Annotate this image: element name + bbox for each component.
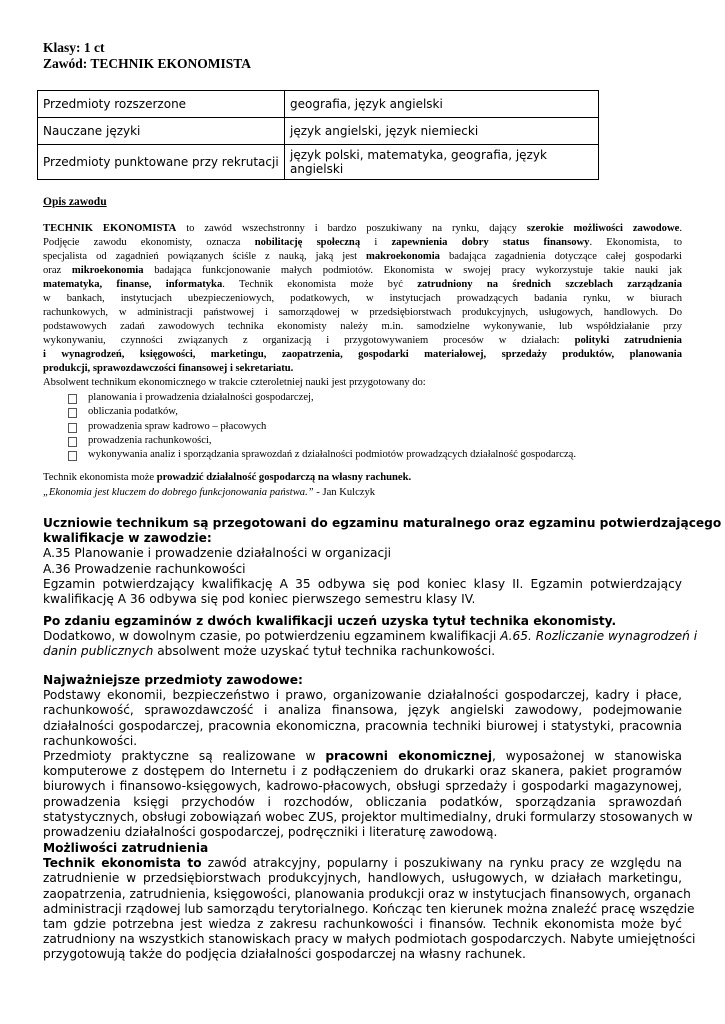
class-line: Klasy: 1 ct — [43, 40, 105, 55]
text-line: przygotowują także do podjęcia działalności gospodarczej na własny rachunek. — [43, 947, 526, 962]
text-line — [43, 644, 682, 659]
text-line — [43, 236, 682, 250]
text-span: Przedmioty praktyczne są realizowane w — [43, 749, 326, 764]
text-line: kwalifikację A 36 odbywa się pod koniec pierwszego semestru klasy IV. — [43, 592, 476, 607]
text-line — [43, 250, 682, 264]
text-span: absolwent może uzyskać tytuł technika rachunkowości. — [153, 644, 496, 659]
text-bold: prowadzić działalność gospodarczą na własny rachunek. — [156, 472, 412, 483]
text-span: . Ekonomista, to — [589, 237, 682, 248]
text-line: prowadzenia księgi przychodów i rozchodów, obliczania podatków, sporządzania sprawozdań — [43, 794, 682, 809]
text-span: , wyposażonej w stanowiska — [492, 749, 682, 764]
text-line: komputerowe z dostępem do Internetu i z podłączeniem do drukarki oraz skanera, pakiet programów — [43, 764, 682, 779]
quote-line — [43, 486, 375, 500]
table-cell-label: Nauczane języki — [38, 118, 285, 145]
description-heading: Opis zawodu — [43, 196, 107, 208]
subjects-heading: Najważniejsze przedmioty zawodowe: — [43, 673, 303, 687]
qualification-item: A.36 Prowadzenie rachunkowości — [43, 561, 246, 576]
text-bold: matematyka, finanse, informatyka — [43, 279, 223, 290]
quote-author: - Jan Kulczyk — [313, 487, 376, 498]
text-span: Podjęcie zawodu ekonomisty, oznacza — [43, 237, 255, 248]
text-italic: A.65. Rozliczanie wynagrodzeń i — [500, 629, 698, 644]
title-heading: Po zdaniu egzaminów z dwóch kwalifikacji uczeń uzyska tytuł technika ekonomisty. — [43, 614, 617, 628]
skills-list — [68, 391, 576, 462]
text-span: . Technik ekonomista może być — [222, 279, 418, 290]
text-line: produkcji, sprawozdawczości finansowej i sekretariatu. — [43, 363, 294, 374]
text-span: zawód atrakcyjny, popularny i poszukiwany na rynku pracy ze względu na — [201, 856, 683, 871]
document-header — [43, 40, 251, 72]
list-item-text: obliczania podatków, — [88, 406, 178, 418]
text-line — [43, 856, 682, 871]
list-item-text: prowadzenia rachunkowości, — [88, 434, 212, 446]
text-span: . — [679, 223, 682, 234]
exams-heading: Uczniowie technikum są przegotowani do egzaminu maturalnego oraz egzaminu potwierdzającego — [43, 516, 722, 530]
list-item-text: prowadzenia spraw kadrowo – płacowych — [88, 420, 267, 432]
text-line: rachunkowość, sprawozdawczość i analiza finansowa, język angielski zawodowy, podejmowanie — [43, 703, 682, 718]
table-row — [38, 91, 599, 118]
checkbox-icon — [68, 437, 77, 447]
exams-section — [43, 516, 722, 607]
text-line: administracji rządowej lub samorządu terytorialnego. Kończąc ten kierunek można znaleźć pracę wszędzie — [43, 901, 695, 916]
own-business-line — [43, 471, 411, 485]
text-bold: szerokie możliwości zawodowe — [526, 223, 680, 234]
text-span: Technik ekonomista może — [43, 472, 157, 483]
description-paragraph — [43, 222, 682, 390]
text-line: zatrudnienie w przedsiębiorstwach produkcyjnych, handlowych, usługowych, w działach marketingu, — [43, 871, 682, 886]
text-bold: polityki zatrudnienia — [574, 335, 682, 346]
text-line: podstawowych zadań zawodowych technika ekonomisty należy m.in. samodzielne wykonywanie, lub współdziałanie przy — [43, 321, 682, 332]
text-line: Absolwent technikum ekonomicznego w trakcie czteroletniej nauki jest przygotowany do: — [43, 377, 426, 388]
list-item — [68, 448, 576, 462]
list-item — [68, 434, 576, 448]
qualification-item: A.35 Planowanie i prowadzenie działalności w organizacji — [43, 546, 391, 561]
text-span: specjalista od zagadnień powiązanych ściśle z nauką, jaką jest — [43, 251, 367, 262]
text-line: rachunkowości. — [43, 733, 138, 748]
list-item-text: planowania i prowadzenia działalności gospodarczej, — [88, 392, 314, 403]
checkbox-icon — [68, 394, 77, 404]
text-line — [43, 278, 682, 292]
title-section — [43, 614, 698, 660]
table-cell-label: Przedmioty rozszerzone — [38, 91, 285, 118]
table-row — [38, 145, 599, 180]
quote-text: „Ekonomia jest kluczem do dobrego funkcjonowania państwa.” — [43, 487, 314, 498]
text-bold: makroekonomia — [366, 251, 440, 262]
table-cell-value: język angielski, język niemiecki — [285, 118, 599, 145]
text-bold: pracowni ekonomicznej — [325, 749, 493, 764]
text-line: prowadzeniu działalności gospodarczej, podręczniki i literaturę zawodową. — [43, 825, 498, 840]
employment-section — [43, 841, 696, 963]
text-span: oraz — [43, 265, 72, 276]
text-italic: danin publicznych — [43, 644, 154, 659]
table-cell-label: Przedmioty punktowane przy rekrutacji — [38, 145, 285, 180]
profession-name: TECHNIK EKONOMISTA — [43, 223, 177, 234]
subjects-section — [43, 673, 693, 840]
profession-line: Zawód: TECHNIK EKONOMISTA — [43, 56, 252, 71]
employment-heading: Możliwości zatrudnienia — [43, 841, 209, 855]
text-line: Podstawy ekonomii, bezpieczeństwo i prawo, organizowanie działalności gospodarczej, kadry i płace, — [43, 688, 682, 703]
table-row — [38, 118, 599, 145]
text-line: w bankach, instytucjach ubezpieczeniowych, podatkowych, w instytucjach prowadzących badania rynku, w biurach — [43, 293, 682, 304]
text-bold: nobilitację społeczną — [254, 237, 361, 248]
list-item — [68, 391, 576, 405]
text-line — [43, 629, 698, 644]
text-line — [43, 334, 682, 348]
text-bold: mikroekonomia — [71, 265, 144, 276]
text-line: tam gdzie potrzebna jest wiedza z zakresu rachunkowości i finansów. Technik ekonomista może być — [43, 917, 682, 932]
info-table — [37, 90, 599, 180]
table-cell-value: język polski, matematyka, geografia, język angielski — [285, 145, 599, 180]
text-line: zatrudniony na wszystkich stanowiskach pracy w małych podmiotach gospodarczych. Nabyte umiejętności — [43, 932, 696, 947]
checkbox-icon — [68, 408, 77, 418]
text-span: Dodatkowo, w dowolnym czasie, po potwierdzeniu egzaminem kwalifikacji — [43, 629, 501, 644]
text-span: badająca funkcjonowanie małych podmiotów. Ekonomista w swojej pracy wykorzystuje takie nauki jak — [143, 265, 682, 276]
text-line: Egzamin potwierdzający kwalifikację A 35 odbywa się pod koniec klasy II. Egzamin potwierdzający — [43, 576, 682, 591]
exams-heading-cont: kwalifikacje w zawodzie: — [43, 531, 212, 546]
text-line: statystycznych, obsługi zobowiązań wobec ZUS, projektor multimedialny, druki formularzy stosowanych w — [43, 809, 693, 824]
text-line: biurowych i finansowo-księgowych, kadrowo-płacowych, obsługi sprzedaży i gospodarki magazynowej, — [43, 779, 682, 794]
text-bold: Technik ekonomista to — [43, 856, 202, 871]
text-span: to zawód wszechstronny i bardzo poszukiwany na rynku, dający — [176, 223, 527, 234]
text-bold: zapewnienia dobry status finansowy — [391, 237, 590, 248]
text-bold: zatrudniony na średnich szczeblach zarządzania — [417, 279, 683, 290]
text-line: i wynagrodzeń, księgowości, marketingu, zaopatrzenia, gospodarki materiałowej, sprzedaży produktów, planowania — [43, 349, 682, 360]
table-cell-value: geografia, język angielski — [285, 91, 599, 118]
text-line: zaopatrzenia, zatrudnienia, księgowości, planowania produkcji oraz w instytucjach finansowych, organach — [43, 886, 691, 901]
text-line — [43, 264, 682, 278]
text-line — [43, 222, 682, 236]
text-line — [43, 749, 682, 764]
list-item — [68, 405, 576, 419]
text-span: badająca zagadnienia dotyczące całej gospodarki — [439, 251, 682, 262]
text-span: wykonywaniu, czynności związanych z organizacją i przygotowywaniem procesów w działach: — [43, 335, 575, 346]
list-item — [68, 420, 576, 434]
list-item-text: wykonywania analiz i sporządzania sprawozdań z działalności podmiotów prowadzących działalność gospodarczą. — [88, 449, 577, 461]
text-line: działalności gospodarczej, pracownia ekonomiczna, pracownia techniki biurowej i statystyki, pracownia — [43, 718, 682, 733]
checkbox-icon — [68, 451, 77, 461]
checkbox-icon — [68, 423, 77, 433]
text-line: rachunkowych, w administracji państwowej i samorządowej w przedsiębiorstwach produkcyjnych, usługowych, handlowych. Do — [43, 307, 682, 318]
text-span: i — [360, 237, 392, 248]
